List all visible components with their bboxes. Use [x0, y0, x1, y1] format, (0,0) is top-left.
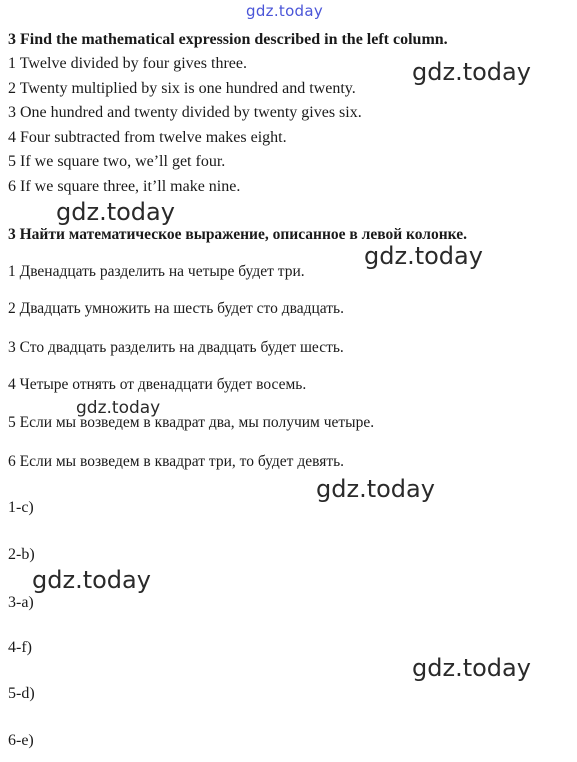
- en-line-3: 3 One hundred and twenty divided by twenty gives six.: [8, 104, 362, 121]
- watermark: gdz.today: [76, 398, 161, 418]
- answer-6: 6-e): [8, 732, 34, 749]
- answer-5: 5-d): [8, 685, 35, 702]
- en-line-1: 1 Twelve divided by four gives three.: [8, 55, 247, 72]
- ru-line-2: 2 Двадцать умножить на шесть будет сто двадцать.: [8, 300, 344, 317]
- ru-line-4: 4 Четыре отнять от двенадцати будет восемь.: [8, 376, 307, 393]
- en-line-5: 5 If we square two, we’ll get four.: [8, 153, 226, 170]
- watermark: gdz.today: [56, 198, 175, 226]
- exercise-heading-ru: 3 Найти математическое выражение, описанное в левой колонке.: [8, 226, 467, 243]
- en-line-4: 4 Four subtracted from twelve makes eight.: [8, 129, 287, 146]
- en-line-6: 6 If we square three, it’ll make nine.: [8, 178, 241, 195]
- watermark: gdz.today: [412, 654, 531, 682]
- answer-3: 3-a): [8, 594, 34, 611]
- watermark-top: gdz.today: [246, 2, 324, 20]
- watermark: gdz.today: [32, 566, 151, 594]
- watermark: gdz.today: [412, 58, 531, 86]
- ru-line-5: 5 Если мы возведем в квадрат два, мы получим четыре.: [8, 414, 375, 431]
- en-line-2: 2 Twenty multiplied by six is one hundred and twenty.: [8, 80, 356, 97]
- ru-line-1: 1 Двенадцать разделить на четыре будет три.: [8, 263, 305, 280]
- watermark: gdz.today: [364, 242, 483, 270]
- answer-1: 1-c): [8, 499, 34, 516]
- ru-line-6: 6 Если мы возведем в квадрат три, то будет девять.: [8, 453, 345, 470]
- exercise-heading-en: 3 Find the mathematical expression described in the left column.: [8, 31, 448, 48]
- ru-line-3: 3 Сто двадцать разделить на двадцать будет шесть.: [8, 339, 344, 356]
- watermark: gdz.today: [316, 475, 435, 503]
- answer-4: 4-f): [8, 639, 32, 656]
- answer-2: 2-b): [8, 546, 35, 563]
